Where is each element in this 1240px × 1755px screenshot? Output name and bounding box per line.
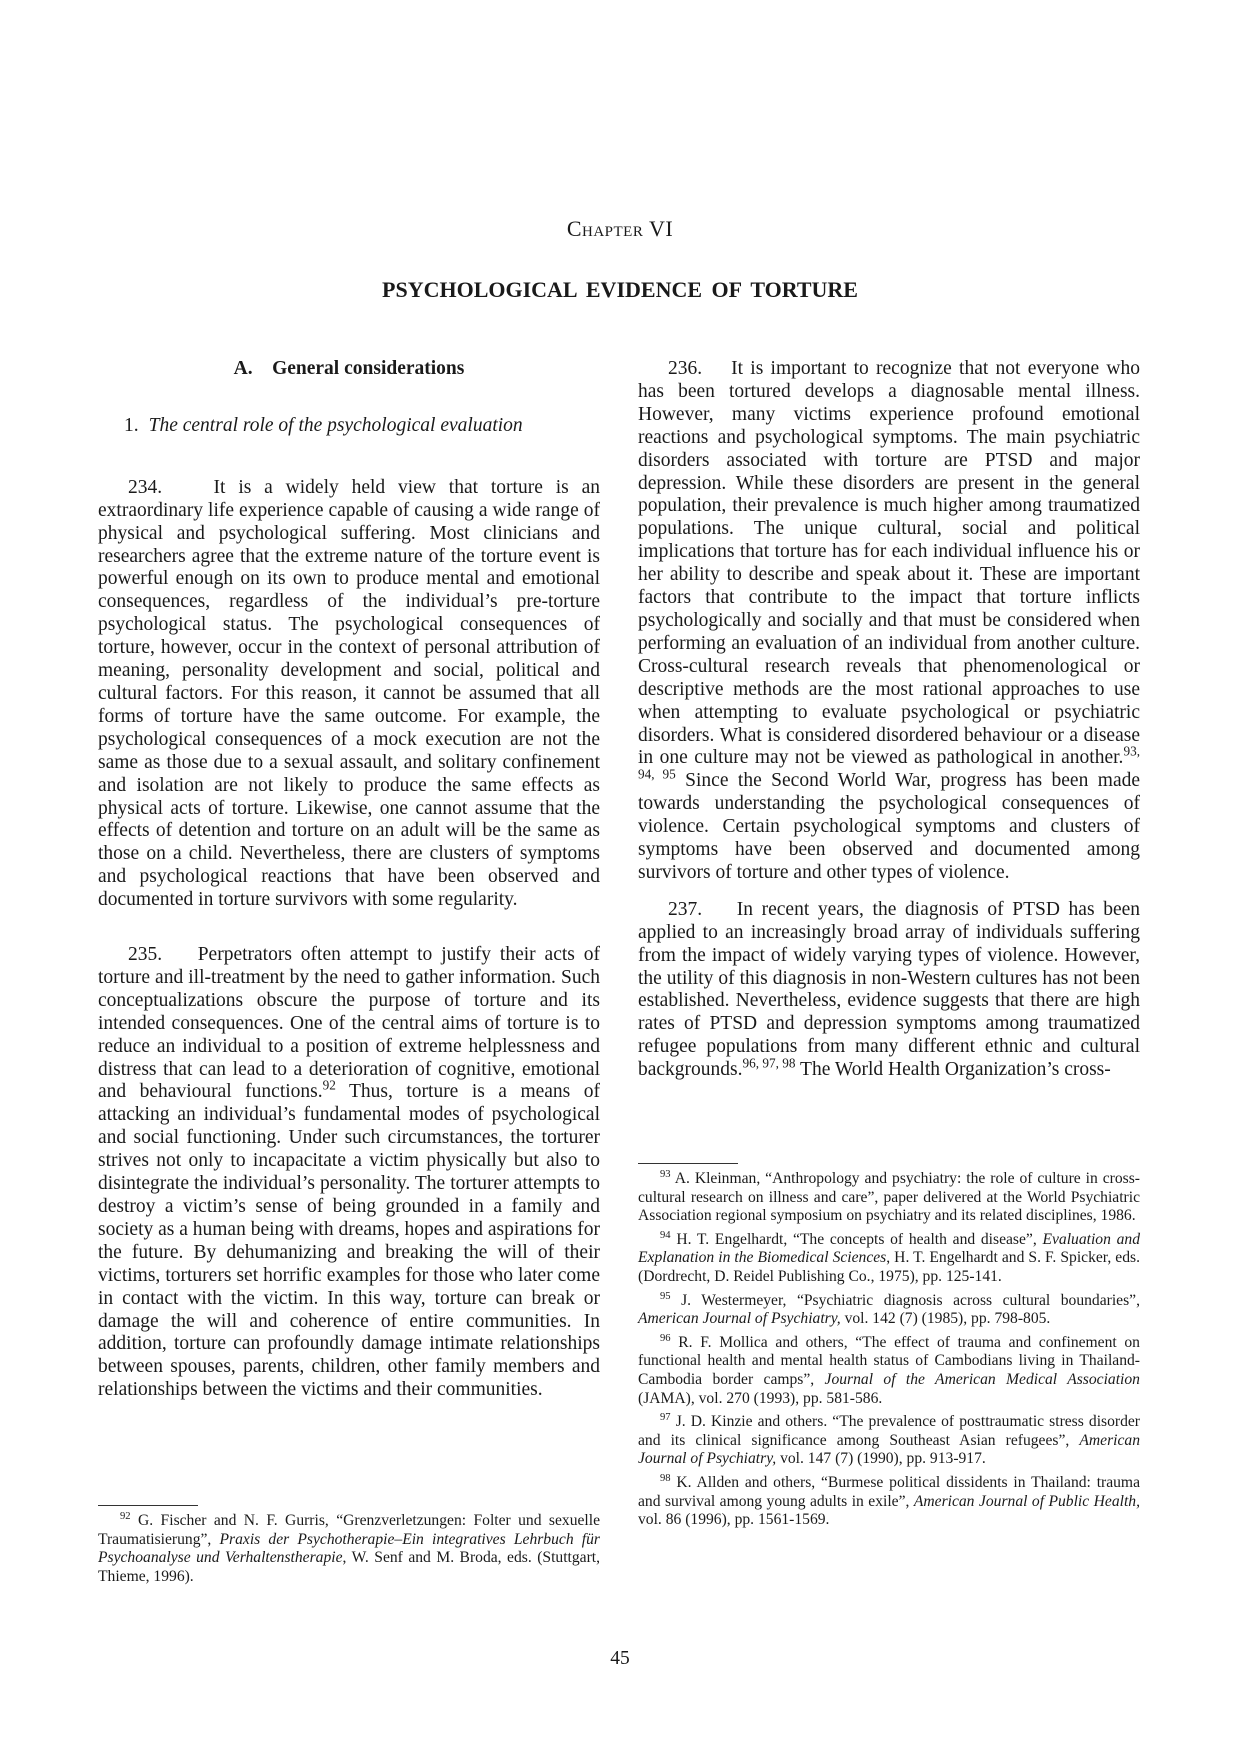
paragraph-text: Thus, torture is a means of attacking an individual’s fundamental modes of psychological and social functioning. Under such circumstances, the torturer strives not only to incapacitate a victim physically but also to disintegrate the individual’s personality. The torturer attempts to destroy a victim’s sense of being grounded in a family and society as a human being with dreams, hopes and aspirations for the future. By dehumanizing and breaking the will of their victims, torturers set horrific examples for those who later come in contact with the victim. In this way, torture can break or damage the will and coherence of entire communities. In addition, torture can profoundly damage intimate relationships between spouses, parents, children, other family members and relationships between the victims and their communities. — [98, 1081, 601, 1401]
chapter-title: PSYCHOLOGICAL EVIDENCE OF TORTURE — [382, 277, 858, 302]
chapter-numeral: VI — [648, 216, 674, 241]
paragraph-text: Perpetrators often attempt to justify their acts of torture and ill-treatment by the need to gather information. Such conceptualizations obscure the purpose of torture and its intended consequences. One of the central aims of torture is to reduce an individual to a position of extreme helplessness and distress that can lead to a deterioration of cognitive, emotional and behavioural functions. — [98, 944, 601, 1103]
footnotes-left — [98, 1505, 600, 1591]
footnote-text: H. T. Engelhardt, “The concepts of health and disease”, — [676, 1230, 1043, 1248]
footnote-divider — [638, 1163, 738, 1164]
right-column — [638, 358, 1140, 1082]
footnote-divider — [98, 1505, 198, 1506]
footnote-ref[interactable]: 93, 94, 95 — [638, 743, 1140, 782]
paragraph-text: The World Health Organization’s cross- — [795, 1059, 1111, 1081]
footnote-number: 96 — [660, 1332, 671, 1344]
footnote-italic: American Journal of Psychiatry, — [638, 1431, 1140, 1468]
footnote-text: A. Kleinman, “Anthropology and psychiatry: the role of culture in cross-cultural research on illness and care”, paper delivered at the World Psychiatric Association regional symposium on psychiatry and its related disciplines, 1986. — [638, 1170, 1141, 1225]
chapter-heading — [0, 216, 1240, 242]
footnote-text: , H. T. Engelhardt and S. F. Spicker, eds. (Dordrecht, D. Reidel Publishing Co., 1975), pp. 125-141. — [638, 1249, 1140, 1285]
footnote-number: 92 — [120, 1510, 131, 1522]
footnote-italic: Evaluation and Explanation in the Biomedical Sciences — [638, 1230, 1141, 1267]
footnote-number: 93 — [660, 1168, 671, 1180]
footnote-text: J. Westermeyer, “Psychiatric diagnosis across cultural boundaries”, — [681, 1291, 1140, 1309]
footnote-number: 98 — [660, 1472, 671, 1484]
chapter-word: Chapter — [566, 216, 644, 241]
footnote-92 — [98, 1512, 600, 1586]
footnote-96 — [638, 1334, 1140, 1408]
paragraph-number: 236. — [668, 358, 703, 379]
paragraph-234 — [98, 477, 600, 912]
footnote-text: vol. 142 (7) (1985), pp. 798-805. — [840, 1310, 1051, 1328]
footnote-text: (JAMA), vol. 270 (1993), pp. 581-586. — [638, 1389, 883, 1407]
footnote-94 — [638, 1231, 1140, 1287]
footnote-text: R. F. Mollica and others, “The effect of trauma and confinement on functional health and mental health status of Cambodians living in Thailand-Cambodia border camps”, — [638, 1333, 1140, 1388]
footnote-text: K. Allden and others, “Burmese political dissidents in Thailand: trauma and survival among young adults in exile”, — [638, 1473, 1140, 1510]
footnote-ref[interactable]: 92 — [322, 1077, 336, 1093]
footnote-italic: American Journal of Public Health, — [913, 1492, 1140, 1510]
footnote-97 — [638, 1413, 1140, 1469]
paragraph-235 — [98, 944, 600, 1402]
paragraph-number: 234. — [128, 476, 163, 498]
footnote-98 — [638, 1474, 1140, 1530]
paragraph-text: Since the Second World War, progress has been made towards understanding the psychological consequences of violence. Certain psychological symptoms and clusters of symptoms have been observed and documented among survivors of torture and other types of violence. — [638, 770, 1140, 883]
footnote-number: 94 — [660, 1229, 671, 1241]
footnotes-right — [638, 1163, 1140, 1535]
section-heading-a: A. General considerations — [233, 358, 465, 379]
subsection-heading-1 — [98, 415, 600, 438]
paragraph-236 — [638, 358, 1140, 885]
page-number: 45 — [610, 1648, 630, 1669]
subsection-number: 1. — [124, 414, 139, 436]
footnote-text: vol. 147 (7) (1990), pp. 913-917. — [776, 1450, 986, 1468]
footnote-number: 97 — [660, 1411, 671, 1423]
footnote-95 — [638, 1292, 1140, 1329]
footnote-text: vol. 86 (1996), pp. 1561-1569. — [638, 1511, 830, 1529]
paragraph-number: 235. — [128, 944, 163, 966]
paragraph-237 — [638, 899, 1140, 1082]
footnote-italic: Praxis der Psychotherapie–Ein integratives Lehrbuch für Psychoanalyse und Verhaltenstherapie — [98, 1530, 601, 1567]
paragraph-text: It is important to recognize that not everyone who has been tortured develops a diagnosable mental illness. However, many victims experience profound emotional reactions and psychological symptoms. The main psychiatric disorders associated with torture are PTSD and major depression. While these disorders are present in the general population, their prevalence is much higher among traumatized populations. The unique cultural, social and political implications that torture has for each individual influence his or her ability to describe and speak about it. These are important factors that contribute to the impact that torture inflicts psychologically and socially and that must be considered when performing an evaluation of an individual from another culture. Cross-cultural research reveals that phenomenological or descriptive methods are the most rational approaches to use when attempting to evaluate psychological or psychiatric disorders. What is considered disordered behaviour or a disease in one culture may not be viewed as pathological in another. — [638, 358, 1141, 769]
footnote-ref[interactable]: 96, 97, 98 — [742, 1055, 796, 1071]
footnote-italic: Journal of the American Medical Association — [824, 1370, 1140, 1388]
paragraph-text: It is a widely held view that torture is an extraordinary life experience capable of causing a wide range of physical and psychological suffering. Most clinicians and researchers agree that the extreme nature of the torture event is powerful enough on its own to produce mental and emotional consequences, regardless of the individual’s pre-torture psychological status. The psychological consequences of torture, however, occur in the context of personal attribution of meaning, personality development and social, political and cultural factors. For this reason, it cannot be assumed that all forms of torture have the same outcome. For example, the psychological consequences of a mock execution are not the same as those due to a sexual assault, and solitary confinement and isolation are not likely to produce the same effects as physical acts of torture. Likewise, one cannot assume that the effects of detention and torture on an adult will be the same as those on a child. Nevertheless, there are clusters of symptoms and psychological reactions that have been observed and documented in torture survivors with some regularity. — [98, 476, 600, 911]
footnote-number: 95 — [660, 1290, 671, 1302]
paragraph-number: 237. — [668, 898, 703, 920]
subsection-title: The central role of the psychological evaluation — [148, 414, 523, 436]
paragraph-text: In recent years, the diagnosis of PTSD has been applied to an increasingly broad array of individuals suffering from the impact of widely varying types of violence. However, the utility of this diagnosis in non-Western cultures has not been established. Nevertheless, evidence suggests that there are high rates of PTSD and depression symptoms among traumatized refugee populations from many different ethnic and cultural backgrounds. — [638, 898, 1141, 1081]
footnote-text: , W. Senf and M. Broda, eds. (Stuttgart, Thieme, 1996). — [98, 1549, 600, 1585]
left-column — [98, 358, 600, 1402]
footnote-text: G. Fischer and N. F. Gurris, “Grenzverletzungen: Folter und sexuelle Traumatisierung”, — [98, 1512, 600, 1548]
footnote-text: J. D. Kinzie and others. “The prevalence of posttraumatic stress disorder and its clinical significance among Southeast Asian refugees”, — [638, 1413, 1140, 1449]
footnote-93 — [638, 1170, 1140, 1226]
footnote-italic: American Journal of Psychiatry, — [638, 1310, 841, 1328]
